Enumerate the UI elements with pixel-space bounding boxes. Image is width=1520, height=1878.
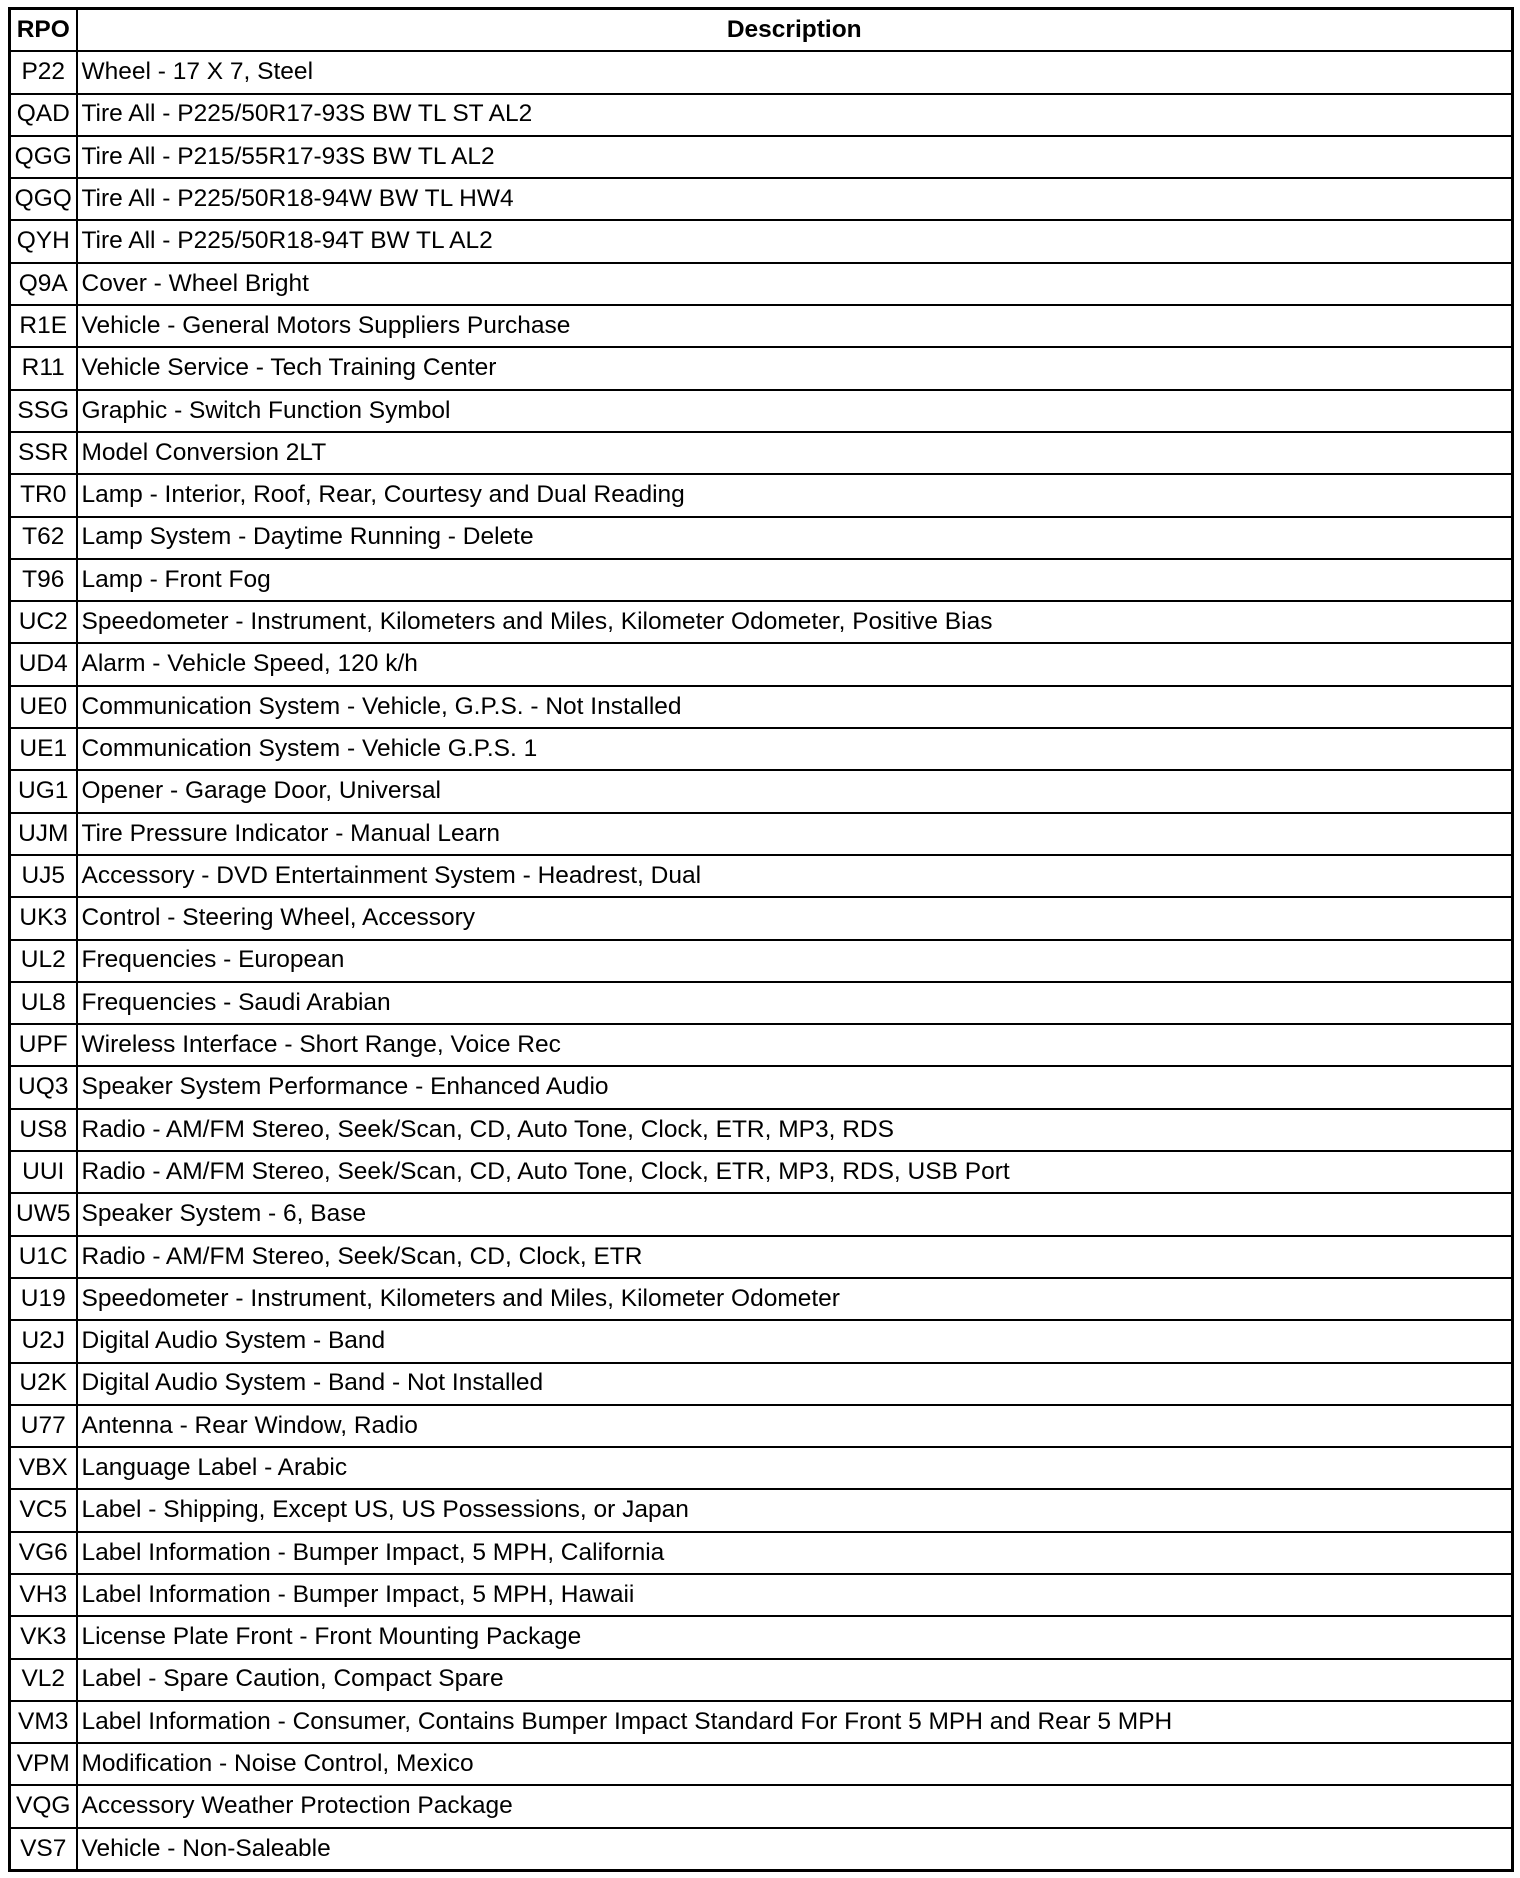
table-row	[10, 855, 1513, 897]
rpo-code-cell: U19	[10, 1278, 77, 1320]
description-cell: Label Information - Bumper Impact, 5 MPH, California	[77, 1532, 1513, 1574]
description-cell: Digital Audio System - Band	[77, 1320, 1513, 1362]
rpo-code-cell: QYH	[10, 220, 77, 262]
rpo-code-cell: QAD	[10, 94, 77, 136]
table-row	[10, 1743, 1513, 1785]
table-row	[10, 940, 1513, 982]
rpo-code-cell: T62	[10, 517, 77, 559]
description-cell: Tire All - P225/50R18-94T BW TL AL2	[77, 220, 1513, 262]
table-row	[10, 770, 1513, 812]
description-cell: Antenna - Rear Window, Radio	[77, 1405, 1513, 1447]
description-cell: Radio - AM/FM Stereo, Seek/Scan, CD, Clock, ETR	[77, 1236, 1513, 1278]
table-row	[10, 1489, 1513, 1531]
rpo-code-cell: UW5	[10, 1193, 77, 1235]
table-body	[10, 51, 1513, 1870]
rpo-code-cell: UQ3	[10, 1066, 77, 1108]
table-row	[10, 1236, 1513, 1278]
rpo-code-cell: TR0	[10, 474, 77, 516]
description-cell: Tire All - P225/50R17-93S BW TL ST AL2	[77, 94, 1513, 136]
table-row	[10, 474, 1513, 516]
table-row	[10, 1701, 1513, 1743]
description-cell: Speaker System - 6, Base	[77, 1193, 1513, 1235]
description-cell: Tire Pressure Indicator - Manual Learn	[77, 813, 1513, 855]
rpo-code-cell: U2K	[10, 1363, 77, 1405]
description-cell: Lamp - Interior, Roof, Rear, Courtesy and Dual Reading	[77, 474, 1513, 516]
description-cell: Wheel - 17 X 7, Steel	[77, 51, 1513, 93]
table-row	[10, 347, 1513, 389]
description-cell: Language Label - Arabic	[77, 1447, 1513, 1489]
table-row	[10, 813, 1513, 855]
rpo-code-cell: R11	[10, 347, 77, 389]
rpo-code-cell: UJ5	[10, 855, 77, 897]
table-row	[10, 390, 1513, 432]
description-cell: Communication System - Vehicle, G.P.S. - Not Installed	[77, 686, 1513, 728]
description-cell: Communication System - Vehicle G.P.S. 1	[77, 728, 1513, 770]
rpo-code-cell: VM3	[10, 1701, 77, 1743]
description-cell: Frequencies - European	[77, 940, 1513, 982]
description-cell: Control - Steering Wheel, Accessory	[77, 897, 1513, 939]
rpo-code-cell: UPF	[10, 1024, 77, 1066]
rpo-code-cell: UG1	[10, 770, 77, 812]
table-row	[10, 220, 1513, 262]
rpo-code-cell: VG6	[10, 1532, 77, 1574]
description-cell: Modification - Noise Control, Mexico	[77, 1743, 1513, 1785]
description-cell: Tire All - P225/50R18-94W BW TL HW4	[77, 178, 1513, 220]
table-row	[10, 643, 1513, 685]
rpo-code-cell: QGQ	[10, 178, 77, 220]
table-header-row	[10, 9, 1513, 52]
table-row	[10, 1574, 1513, 1616]
rpo-code-cell: UD4	[10, 643, 77, 685]
rpo-code-cell: P22	[10, 51, 77, 93]
rpo-code-cell: VQG	[10, 1785, 77, 1827]
rpo-code-cell: UE0	[10, 686, 77, 728]
rpo-code-cell: UL8	[10, 982, 77, 1024]
description-cell: Speedometer - Instrument, Kilometers and Miles, Kilometer Odometer, Positive Bias	[77, 601, 1513, 643]
rpo-code-cell: VL2	[10, 1659, 77, 1701]
rpo-code-cell: US8	[10, 1109, 77, 1151]
description-cell: Frequencies - Saudi Arabian	[77, 982, 1513, 1024]
table-row	[10, 1066, 1513, 1108]
description-cell: Digital Audio System - Band - Not Installed	[77, 1363, 1513, 1405]
description-cell: Speedometer - Instrument, Kilometers and Miles, Kilometer Odometer	[77, 1278, 1513, 1320]
table-row	[10, 1363, 1513, 1405]
description-cell: Model Conversion 2LT	[77, 432, 1513, 474]
rpo-code-cell: UC2	[10, 601, 77, 643]
rpo-code-cell: U77	[10, 1405, 77, 1447]
rpo-table	[8, 7, 1514, 1872]
rpo-code-cell: UL2	[10, 940, 77, 982]
rpo-code-cell: VK3	[10, 1616, 77, 1658]
rpo-code-cell: SSR	[10, 432, 77, 474]
table-row	[10, 686, 1513, 728]
table-row	[10, 1532, 1513, 1574]
table-row	[10, 982, 1513, 1024]
table-row	[10, 1320, 1513, 1362]
table-row	[10, 728, 1513, 770]
table-row	[10, 136, 1513, 178]
rpo-code-cell: Q9A	[10, 263, 77, 305]
rpo-code-cell: T96	[10, 559, 77, 601]
rpo-code-cell: UE1	[10, 728, 77, 770]
table-row	[10, 601, 1513, 643]
rpo-code-cell: U2J	[10, 1320, 77, 1362]
rpo-code-cell: SSG	[10, 390, 77, 432]
table-row	[10, 559, 1513, 601]
description-cell: Lamp System - Daytime Running - Delete	[77, 517, 1513, 559]
rpo-code-cell: VH3	[10, 1574, 77, 1616]
description-cell: Label Information - Consumer, Contains Bumper Impact Standard For Front 5 MPH and Rear 5 MPH	[77, 1701, 1513, 1743]
table-row	[10, 1193, 1513, 1235]
rpo-code-cell: VS7	[10, 1828, 77, 1871]
description-cell: Speaker System Performance - Enhanced Audio	[77, 1066, 1513, 1108]
description-cell: Lamp - Front Fog	[77, 559, 1513, 601]
description-cell: Cover - Wheel Bright	[77, 263, 1513, 305]
table-row	[10, 1828, 1513, 1871]
rpo-code-cell: VBX	[10, 1447, 77, 1489]
rpo-code-cell: UJM	[10, 813, 77, 855]
description-cell: Accessory Weather Protection Package	[77, 1785, 1513, 1827]
column-header-rpo: RPO	[10, 9, 77, 52]
description-cell: Graphic - Switch Function Symbol	[77, 390, 1513, 432]
description-cell: Radio - AM/FM Stereo, Seek/Scan, CD, Auto Tone, Clock, ETR, MP3, RDS	[77, 1109, 1513, 1151]
table-row	[10, 94, 1513, 136]
description-cell: Vehicle - General Motors Suppliers Purchase	[77, 305, 1513, 347]
rpo-code-cell: UK3	[10, 897, 77, 939]
description-cell: Alarm - Vehicle Speed, 120 k/h	[77, 643, 1513, 685]
table-row	[10, 1405, 1513, 1447]
table-row	[10, 1447, 1513, 1489]
table-row	[10, 432, 1513, 474]
table-row	[10, 1616, 1513, 1658]
description-cell: Label - Spare Caution, Compact Spare	[77, 1659, 1513, 1701]
description-cell: Wireless Interface - Short Range, Voice Rec	[77, 1024, 1513, 1066]
rpo-code-cell: UUI	[10, 1151, 77, 1193]
table-row	[10, 1109, 1513, 1151]
description-cell: Opener - Garage Door, Universal	[77, 770, 1513, 812]
description-cell: License Plate Front - Front Mounting Package	[77, 1616, 1513, 1658]
description-cell: Tire All - P215/55R17-93S BW TL AL2	[77, 136, 1513, 178]
table-row	[10, 1151, 1513, 1193]
table-row	[10, 1278, 1513, 1320]
rpo-code-cell: R1E	[10, 305, 77, 347]
rpo-code-cell: QGG	[10, 136, 77, 178]
rpo-code-cell: VPM	[10, 1743, 77, 1785]
description-cell: Vehicle - Non-Saleable	[77, 1828, 1513, 1871]
table-row	[10, 178, 1513, 220]
table-row	[10, 517, 1513, 559]
description-cell: Label - Shipping, Except US, US Possessions, or Japan	[77, 1489, 1513, 1531]
rpo-code-cell: VC5	[10, 1489, 77, 1531]
table-row	[10, 1659, 1513, 1701]
column-header-description: Description	[77, 9, 1513, 52]
table-row	[10, 1024, 1513, 1066]
description-cell: Radio - AM/FM Stereo, Seek/Scan, CD, Auto Tone, Clock, ETR, MP3, RDS, USB Port	[77, 1151, 1513, 1193]
table-row	[10, 897, 1513, 939]
table-row	[10, 305, 1513, 347]
table-row	[10, 263, 1513, 305]
rpo-code-cell: U1C	[10, 1236, 77, 1278]
description-cell: Label Information - Bumper Impact, 5 MPH, Hawaii	[77, 1574, 1513, 1616]
description-cell: Accessory - DVD Entertainment System - Headrest, Dual	[77, 855, 1513, 897]
table-row	[10, 1785, 1513, 1827]
description-cell: Vehicle Service - Tech Training Center	[77, 347, 1513, 389]
table-row	[10, 51, 1513, 93]
